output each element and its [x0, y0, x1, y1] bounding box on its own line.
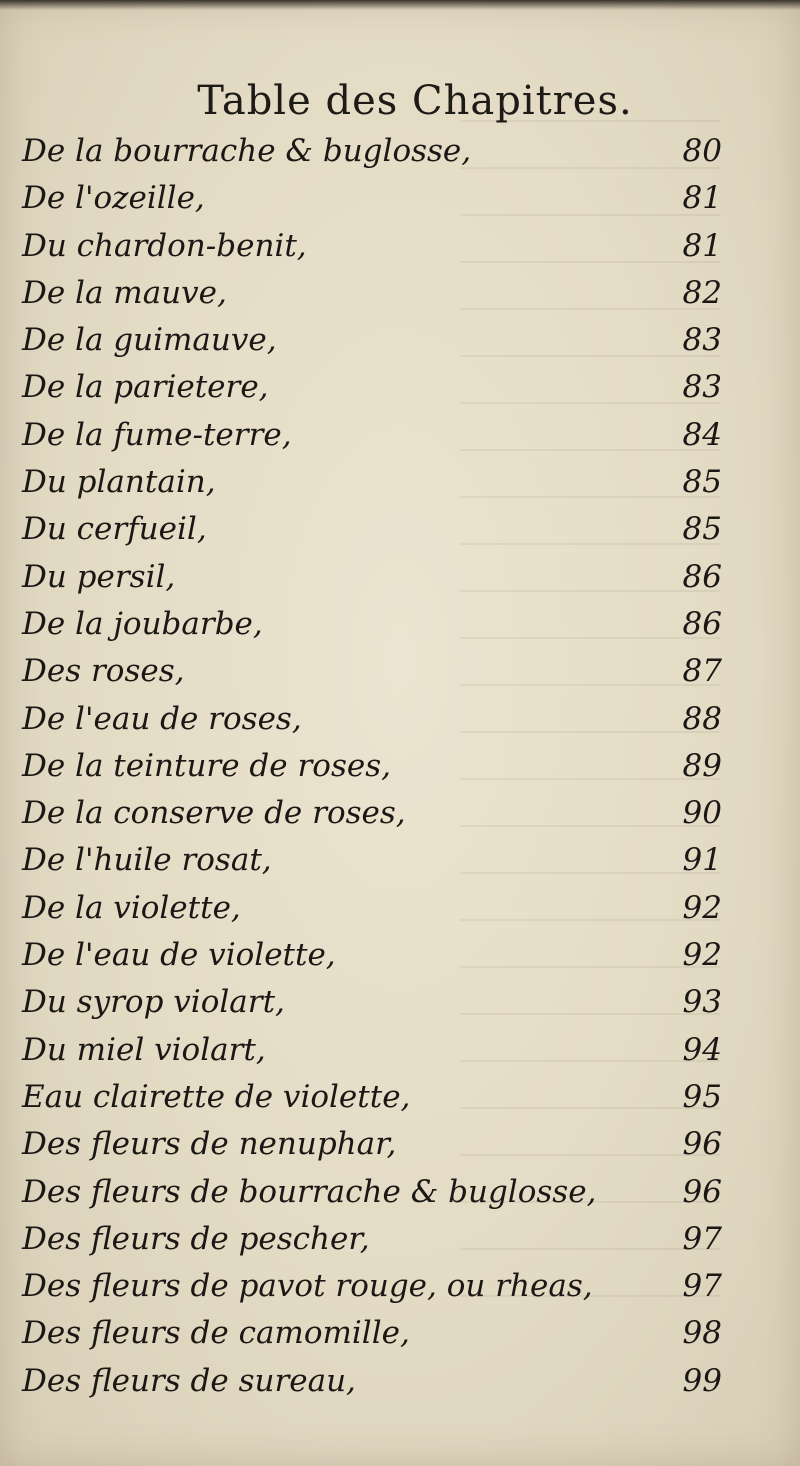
toc-entry-page-number: 91	[682, 842, 722, 879]
toc-entry	[22, 506, 722, 553]
toc-entry	[22, 790, 722, 837]
toc-entry-page-number: 84	[682, 416, 722, 453]
page-title: Table des Chapitres.	[197, 78, 633, 124]
toc-entry-page-number: 81	[682, 227, 722, 264]
toc-entry-title: De l'ozeille,	[22, 180, 205, 217]
toc-entry-title: Eau clairette de violette,	[22, 1078, 411, 1115]
toc-entry-page-number: 99	[682, 1362, 722, 1399]
toc-entry-title: De l'huile rosat,	[22, 842, 272, 879]
toc-entry	[22, 743, 722, 790]
toc-entry	[22, 648, 722, 695]
toc-entry-page-number: 94	[682, 1031, 722, 1068]
toc-entry-title: Des fleurs de camomille,	[22, 1315, 410, 1352]
toc-entry-title: Des roses,	[22, 653, 185, 690]
toc-entry-title: De la joubarbe,	[22, 605, 263, 642]
toc-entry-page-number: 97	[682, 1220, 722, 1257]
toc-entry	[22, 601, 722, 648]
toc-entry-page-number: 96	[682, 1126, 722, 1163]
toc-entry-title: De la bourrache & buglosse,	[22, 133, 472, 169]
toc-entry	[22, 364, 722, 411]
toc-entry	[22, 1263, 722, 1310]
toc-entry	[22, 932, 722, 979]
toc-entry	[22, 1169, 722, 1216]
toc-entry	[22, 837, 722, 884]
toc-entry-page-number: 85	[682, 511, 722, 548]
toc-entry-title: Du persil,	[22, 558, 176, 595]
toc-entry	[22, 1358, 722, 1405]
toc-entry-title: De la conserve de roses,	[22, 795, 406, 832]
toc-entry-page-number: 83	[682, 322, 722, 359]
toc-entry	[22, 1216, 722, 1263]
toc-entry	[22, 317, 722, 364]
toc-entry-page-number: 83	[682, 369, 722, 406]
toc-entry-page-number: 96	[682, 1173, 722, 1210]
toc-entry	[22, 979, 722, 1026]
toc-entry-title: Du chardon-benit,	[22, 227, 307, 264]
table-of-contents	[22, 128, 722, 1405]
toc-entry-title: Des fleurs de pavot rouge, ou rheas,	[22, 1268, 593, 1305]
toc-entry-page-number: 98	[682, 1315, 722, 1352]
toc-entry-page-number: 85	[682, 464, 722, 501]
toc-entry	[22, 1121, 722, 1168]
toc-entry-page-number: 95	[682, 1078, 722, 1115]
toc-entry-page-number: 90	[682, 795, 722, 832]
toc-entry-title: De la mauve,	[22, 274, 227, 311]
toc-entry-page-number: 97	[682, 1268, 722, 1305]
toc-entry-page-number: 82	[682, 274, 722, 311]
toc-entry-title: De l'eau de violette,	[22, 937, 336, 974]
toc-entry-page-number: 87	[682, 653, 722, 690]
toc-entry-page-number: 80	[682, 133, 722, 169]
toc-entry-title: De la guimauve,	[22, 322, 277, 359]
toc-entry	[22, 412, 722, 459]
toc-entry-page-number: 92	[682, 889, 722, 926]
toc-entry-page-number: 81	[682, 180, 722, 217]
toc-entry	[22, 128, 722, 175]
toc-entry	[22, 459, 722, 506]
toc-entry-title: De la parietere,	[22, 369, 269, 406]
toc-entry-page-number: 92	[682, 937, 722, 974]
toc-entry	[22, 1074, 722, 1121]
toc-entry-page-number: 86	[682, 558, 722, 595]
toc-entry	[22, 554, 722, 601]
toc-entry	[22, 175, 722, 222]
toc-entry-title: De la violette,	[22, 889, 241, 926]
toc-entry-title: Des fleurs de sureau,	[22, 1362, 356, 1399]
toc-entry-page-number: 88	[682, 700, 722, 737]
toc-entry-title: Des fleurs de pescher,	[22, 1220, 370, 1257]
toc-entry	[22, 1310, 722, 1357]
toc-entry-page-number: 89	[682, 747, 722, 784]
toc-entry-title: De l'eau de roses,	[22, 700, 302, 737]
toc-entry-title: Des fleurs de nenuphar,	[22, 1126, 397, 1163]
toc-entry-title: De la fume-terre,	[22, 416, 292, 453]
toc-entry-page-number: 93	[682, 984, 722, 1021]
toc-entry	[22, 1027, 722, 1074]
toc-entry	[22, 696, 722, 743]
toc-entry-title: Des fleurs de bourrache & buglosse,	[22, 1173, 597, 1210]
toc-entry-title: Du cerfueil,	[22, 511, 207, 548]
toc-entry-title: Du syrop violart,	[22, 984, 285, 1021]
page-top-edge	[0, 0, 800, 10]
toc-entry-title: Du miel violart,	[22, 1031, 266, 1068]
toc-entry-page-number: 86	[682, 605, 722, 642]
toc-entry-title: Du plantain,	[22, 464, 216, 501]
toc-entry	[22, 270, 722, 317]
toc-entry	[22, 223, 722, 270]
toc-entry-title: De la teinture de roses,	[22, 747, 391, 784]
toc-entry	[22, 885, 722, 932]
